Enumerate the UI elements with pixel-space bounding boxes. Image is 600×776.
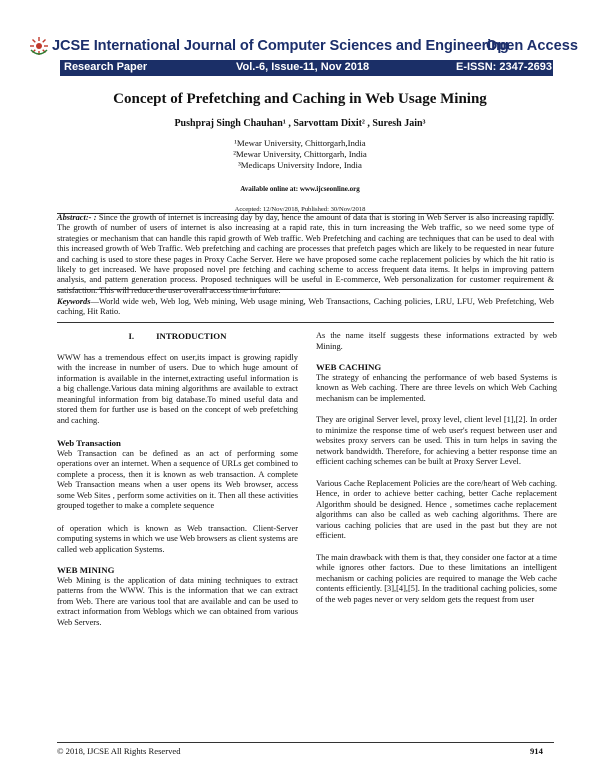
abstract-label: Abstract:- : bbox=[57, 213, 97, 222]
left-column bbox=[57, 331, 298, 628]
affiliations bbox=[0, 138, 600, 171]
copyright: © 2018, IJCSE All Rights Reserved bbox=[57, 746, 181, 756]
page-number: 914 bbox=[530, 746, 543, 756]
web-mining-paragraph: Web Mining is the application of data mining techniques to extract patterns from the WWW. This is the information that we can extract from Web. There are various tool that are available and can be used to extract information from Weblogs which we can obtained from various Web Servers. bbox=[57, 575, 298, 627]
keywords-text: —World wide web, Web log, Web mining, Web usage mining, Web Transactions, Caching policies, LRU, LFU, Web Prefetching, Web caching, Hit Ratio. bbox=[57, 297, 554, 317]
web-mining-heading: WEB MINING bbox=[57, 565, 115, 575]
issn: E-ISSN: 2347-2693 bbox=[456, 61, 552, 73]
divider bbox=[57, 289, 554, 290]
intro-heading: I. INTRODUCTION bbox=[128, 331, 227, 341]
accepted-date: Accepted: 12/Nov/2018, Published: 30/Nov/2018 bbox=[234, 206, 366, 213]
affiliation: ³Medicaps University Indore, India bbox=[238, 160, 362, 170]
web-transaction-paragraph: of operation which is known as Web transaction. Client-Server computing systems in which we use Web browsers as client systems are called web application Systems. bbox=[57, 523, 298, 554]
journal-title bbox=[52, 38, 509, 54]
journal-prefix: JCSE bbox=[52, 38, 90, 54]
open-access-label: Open Access bbox=[486, 38, 578, 54]
abstract-text: Since the growth of internet is increasing day by day, hence the amount of data that is storing in Web Server is also increasing rapidly. The growth of number of users of internet is also increasing at a rapid rate, this in turn increasing the Web traffic, so we need some type of strategies or mechanism that can handle this rapid growth of Web traffic. Web Prefetching and caching are techniques that can be used to deal with this increased growth of Web Traffic. Web prefetching and caching are processes that prefetch pages which are likely to be requested in near future and caching is used to store these pages in Proxy Cache Server. Here we have proposed some cache replacement policies by which the hit ratio is likely to get increased. We have proposed novel pre fetching and caching scheme to access frequent data items. It helps in improving pattern analysis, and pattern generation process. Proposed techniques will be useful in E-commerce, Web personalization for customer requirement & satisfaction. This will reduce the user overall access time in future. bbox=[57, 213, 554, 295]
web-transaction-heading: Web Transaction bbox=[57, 438, 121, 448]
right-column bbox=[316, 331, 557, 605]
abstract bbox=[57, 213, 554, 296]
header-bar bbox=[60, 60, 553, 76]
volume-info: Vol.-6, Issue-11, Nov 2018 bbox=[236, 61, 370, 73]
journal-name: International Journal of Computer Sciences and Engineering bbox=[89, 38, 509, 54]
paper-type: Research Paper bbox=[64, 61, 148, 73]
web-caching-heading: WEB CACHING bbox=[316, 362, 382, 372]
affiliation: ²Mewar University, Chittorgarh, India bbox=[233, 149, 367, 159]
web-transaction-paragraph: Web Transaction can be defined as an act of performing some operations over an internet. When a sequence of URLs get combined to complete a process, then it is known as web transaction. A complete Web Transaction means when a user opens its Web browser, access some Web Sites , perform some activities on it. Then all these activities grouped together to make a complete sequence bbox=[57, 448, 298, 510]
divider bbox=[57, 322, 554, 323]
authors: Pushpraj Singh Chauhan¹ , Sarvottam Dixit² , Suresh Jain³ bbox=[174, 118, 426, 129]
affiliation: ¹Mewar University, Chittorgarh,India bbox=[234, 138, 366, 148]
ijcse-logo-icon bbox=[29, 36, 49, 56]
paper-title: Concept of Prefetching and Caching in Web Usage Mining bbox=[113, 91, 487, 107]
keywords bbox=[57, 297, 554, 318]
intro-paragraph: WWW has a tremendous effect on user,its impact is growing rapidly with the increase in number of users. Due to which huge amount of information is available in the internet,extracting useful information is a big challenge.Various data mining algorithms are available to extract meaningful information from big database.To mined useful data and stored them for further use is based on the concept of web prefetching and caching. bbox=[57, 352, 298, 425]
keywords-label: Keywords bbox=[57, 297, 91, 306]
paragraph: As the name itself suggests these informations extracted by web Mining. bbox=[316, 331, 557, 351]
web-caching-paragraph: The strategy of enhancing the performance of web based Systems is known as Web caching. There are three levels on which Web Caching mechanism can be implemented. bbox=[316, 372, 557, 403]
paragraph: They are original Server level, proxy level, client level [1],[2]. In order to minimize the response time of web user's request between user and websites proxy servers can be used. This in turn helps in saving the network bandwidth. Therefore, for achieving a better response time an efficient caching schemes can be built at Proxy Server Level. bbox=[316, 415, 557, 466]
paragraph: The main drawback with them is that, they consider one factor at a time while ignores other factors. Due to these limitations an intelligent mechanism or caching policies are required to manage the Web cache contents efficiently. [3],[4],[5]. In the traditional caching policies, some of the web pages never or very seldom gets the request from user bbox=[316, 552, 557, 604]
paragraph: Various Cache Replacement Policies are the core/heart of Web caching. Hence, in order to achieve better caching, better Cache replacement Algorithm should be designed. Hence , sometimes cache replacement algorithms can also be called as web caching algorithms. There are various caching policies that are used in the past but they are not efficient. bbox=[316, 478, 557, 540]
footer-divider bbox=[57, 742, 554, 743]
available-online: Available online at: www.ijcseonline.org bbox=[240, 185, 360, 193]
